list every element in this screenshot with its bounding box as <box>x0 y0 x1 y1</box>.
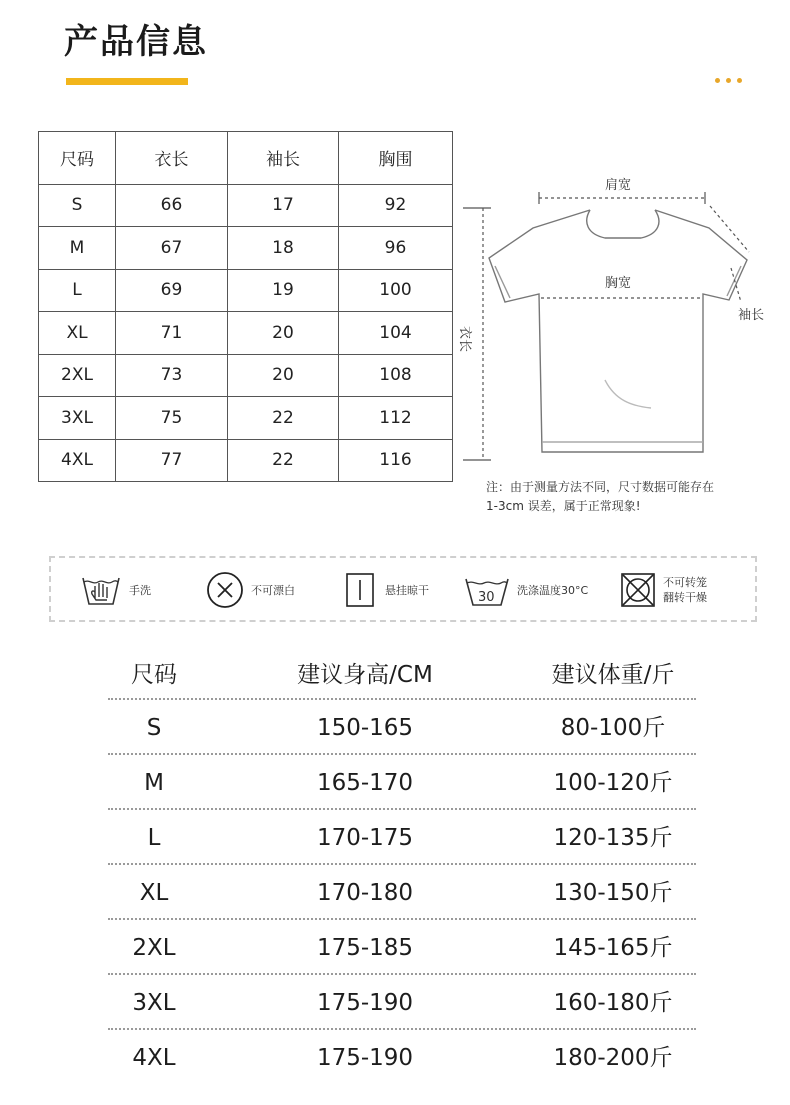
cell: L <box>147 825 161 851</box>
care-item-wash-temp <box>463 566 588 614</box>
tshirt-diagram <box>455 170 785 480</box>
table-row <box>39 354 453 396</box>
cell: 20 <box>228 354 339 396</box>
wash-temp-icon <box>463 570 511 610</box>
page-title: 产品信息 <box>64 22 208 62</box>
table-row <box>39 439 453 482</box>
cell: 80-100斤 <box>560 715 666 741</box>
cell: 180-200斤 <box>553 1045 673 1071</box>
cell: 2XL <box>132 935 176 961</box>
recommend-table <box>108 652 696 1083</box>
table-row <box>108 975 696 1030</box>
cell: 66 <box>116 184 228 226</box>
cell: 3XL <box>132 990 176 1016</box>
cell: 22 <box>228 397 339 439</box>
cell: 165-170 <box>316 770 414 796</box>
cell: 170-180 <box>316 880 414 906</box>
chest-label: 胸宽 <box>605 276 632 291</box>
title-underline <box>66 78 188 85</box>
cell: 4XL <box>39 439 116 482</box>
cell: 69 <box>116 269 228 311</box>
cell: 108 <box>339 354 453 396</box>
cell: 92 <box>339 184 453 226</box>
care-label: 不可转笼 翻转干燥 <box>663 576 707 604</box>
cell: 75 <box>116 397 228 439</box>
table-row <box>108 865 696 920</box>
cell: 17 <box>228 184 339 226</box>
cell: 73 <box>116 354 228 396</box>
cell: 100 <box>339 269 453 311</box>
cell: 170-175 <box>316 825 414 851</box>
cell: 67 <box>116 227 228 269</box>
cell: 100-120斤 <box>553 770 673 796</box>
header-cell: 尺码 <box>39 132 116 185</box>
cell: 130-150斤 <box>553 880 673 906</box>
note-line: 注：由于测量方法不同，尺寸数据可能存在 <box>486 480 715 494</box>
more-dots-icon <box>715 78 743 84</box>
table-row <box>39 312 453 354</box>
care-instructions <box>49 556 757 622</box>
cell: 112 <box>339 397 453 439</box>
cell: 20 <box>228 312 339 354</box>
cell: S <box>39 184 116 226</box>
cell: 18 <box>228 227 339 269</box>
cell: 71 <box>116 312 228 354</box>
table-row <box>108 755 696 810</box>
table-row <box>108 700 696 755</box>
cell: XL <box>39 312 116 354</box>
header-cell: 建议身高/CM <box>297 662 433 688</box>
cell: 22 <box>228 439 339 482</box>
care-item-hand-wash <box>79 566 151 614</box>
cell: 145-165斤 <box>553 935 673 961</box>
cell: 116 <box>339 439 453 482</box>
header-cell: 建议体重/斤 <box>551 662 675 688</box>
cell: 77 <box>116 439 228 482</box>
note-line: 1-3cm 误差，属于正常现象! <box>486 499 641 513</box>
header-cell: 衣长 <box>116 132 228 185</box>
cell: 120-135斤 <box>553 825 673 851</box>
sleeve-label: 袖长 <box>738 308 765 323</box>
cell: 96 <box>339 227 453 269</box>
shoulder-label: 肩宽 <box>605 178 632 193</box>
cell: M <box>144 770 164 796</box>
table-row <box>108 1030 696 1083</box>
table-row <box>39 397 453 439</box>
no-bleach-icon <box>205 570 245 610</box>
cell: 175-185 <box>316 935 414 961</box>
cell: 175-190 <box>316 990 414 1016</box>
cell: M <box>39 227 116 269</box>
cell: XL <box>139 880 169 906</box>
table-row <box>39 227 453 269</box>
hand-wash-icon <box>79 568 123 612</box>
header-cell: 尺码 <box>131 662 177 688</box>
table-row <box>108 810 696 865</box>
cell: 3XL <box>39 397 116 439</box>
size-table <box>38 131 453 482</box>
length-label: 衣长 <box>457 326 472 353</box>
cell: 2XL <box>39 354 116 396</box>
hang-dry-icon <box>343 570 379 610</box>
cell: S <box>146 715 162 741</box>
care-label: 洗涤温度30°C <box>517 583 589 597</box>
cell: 160-180斤 <box>553 990 673 1016</box>
cell: 19 <box>228 269 339 311</box>
cell: 175-190 <box>316 1045 414 1071</box>
cell: 104 <box>339 312 453 354</box>
table-row <box>108 920 696 975</box>
cell: L <box>39 269 116 311</box>
header-cell: 胸围 <box>339 132 453 185</box>
care-item-no-tumble-dry <box>619 566 707 614</box>
recommend-header <box>108 652 696 700</box>
no-tumble-dry-icon <box>619 571 657 609</box>
table-row <box>39 184 453 226</box>
care-item-no-bleach <box>205 566 295 614</box>
care-label: 不可漂白 <box>251 583 295 597</box>
care-label: 悬挂晾干 <box>385 583 429 597</box>
tshirt-outline-icon <box>489 210 747 452</box>
cell: 4XL <box>132 1045 176 1071</box>
care-item-hang-dry <box>343 566 429 614</box>
size-table-header <box>39 132 453 185</box>
table-row <box>39 269 453 311</box>
header-cell: 袖长 <box>228 132 339 185</box>
care-label: 手洗 <box>129 583 151 597</box>
wash-temp-value: 30 <box>478 590 495 605</box>
measurement-note <box>486 478 714 516</box>
cell: 150-165 <box>316 715 414 741</box>
